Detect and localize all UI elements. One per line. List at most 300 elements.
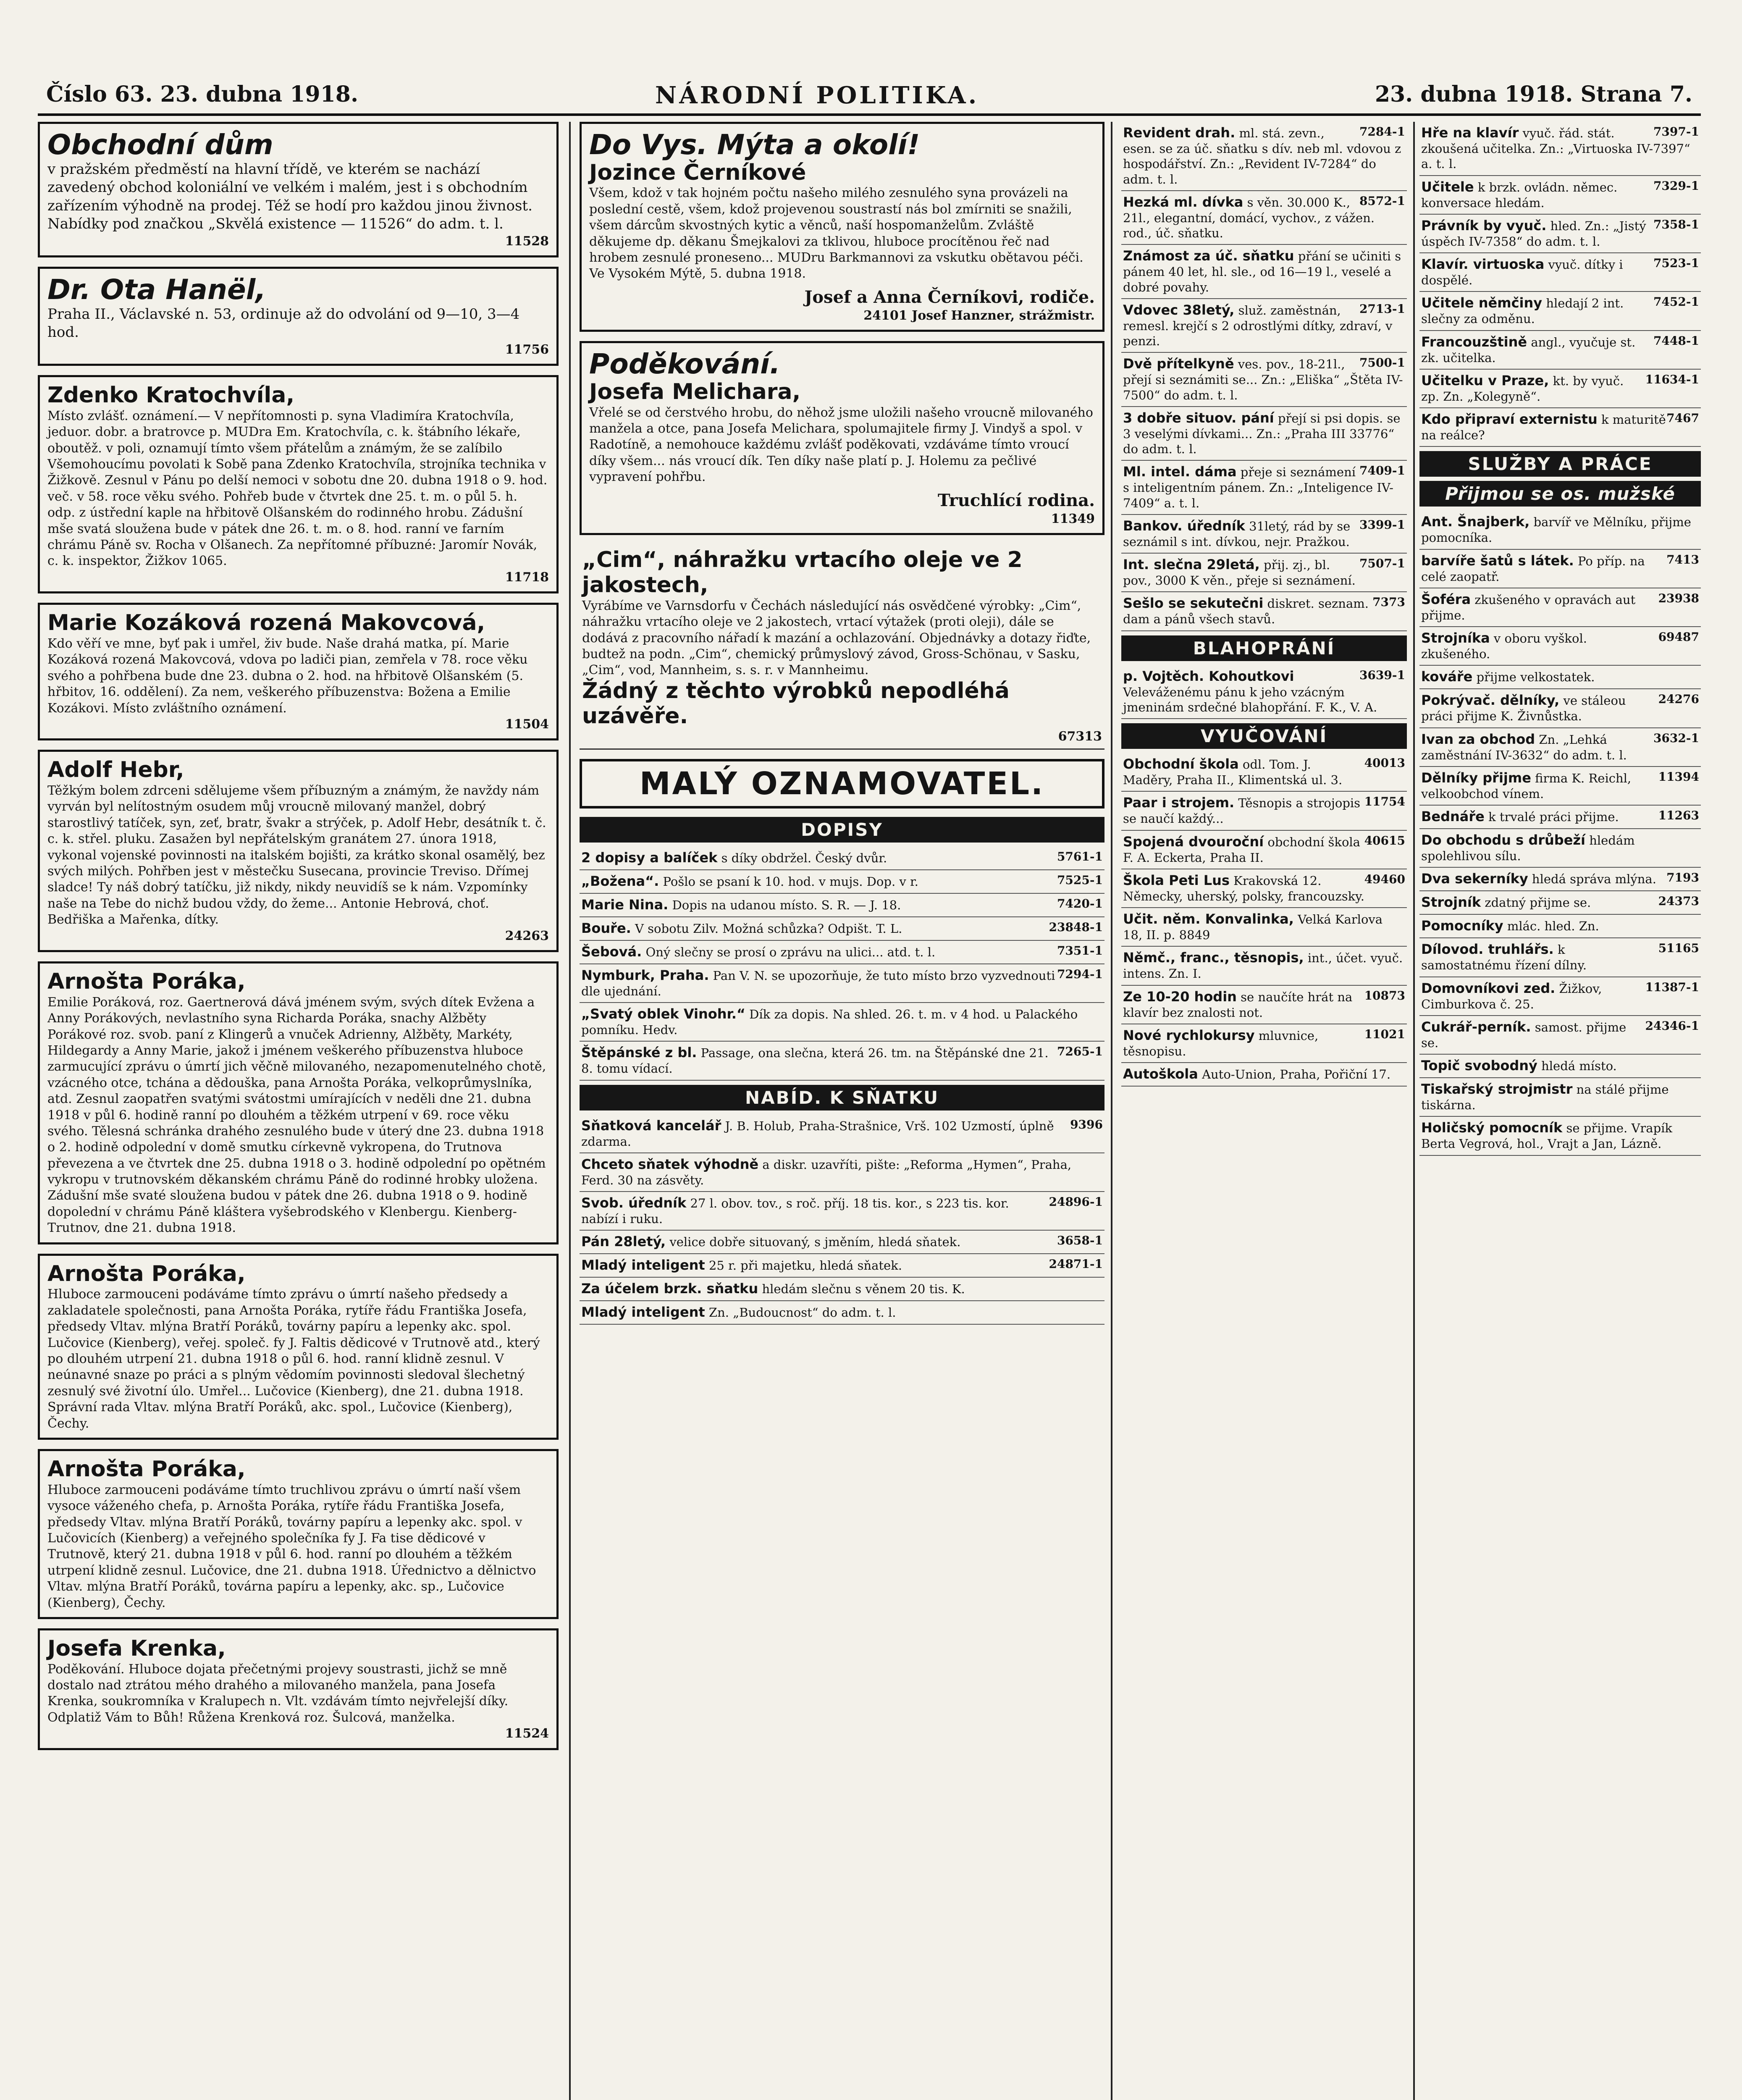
classified-ad [1419, 806, 1701, 829]
date-page: 23. dubna 1918. Strana 7. [1375, 81, 1692, 107]
classified-heading: Obchodní škola [1123, 756, 1239, 772]
ad-title: Josefa Krenka, [47, 1635, 226, 1661]
classified-text: služ. zaměstnán, remesl. krejčí s 2 odrostlými dítky, zdraví, v penzi. [1123, 303, 1393, 348]
classified-heading: Dvě přítelkyně [1123, 356, 1234, 372]
classified-heading: Pán 28letý, [581, 1234, 666, 1250]
classified-ad [580, 1254, 1104, 1278]
classified-ad [580, 1301, 1104, 1325]
classified-ad [1121, 665, 1407, 719]
classified-ad [580, 1231, 1104, 1254]
ad-title: Zdenko Kratochvíla, [47, 383, 295, 408]
classified-number: 3658-1 [1057, 1234, 1103, 1248]
classified-text: zdatný přijme se. [1485, 895, 1591, 910]
classified-heading: Pokrývač. dělníky, [1421, 692, 1560, 709]
classified-heading: Domovníkovi zed. [1421, 980, 1556, 996]
classified-ad [1419, 666, 1701, 689]
classified-number: 69487 [1658, 630, 1699, 644]
classified-heading: Bouře. [581, 920, 631, 936]
classified-number: 7265-1 [1057, 1045, 1103, 1059]
classified-heading: Strojník [1421, 894, 1481, 911]
classified-text: Žižkov, Cimburkova č. 25. [1421, 981, 1602, 1011]
classified-number: 24871-1 [1049, 1257, 1103, 1271]
classified-ad [1121, 908, 1407, 947]
classified-ad [1121, 1024, 1407, 1063]
classified-ad [1419, 868, 1701, 891]
classified-ad [580, 1115, 1104, 1153]
ad-body: Vyrábíme ve Varnsdorfu v Čechách následující nás osvědčené výrobky: „Cim“, náhražku vrtacího oleje ve 2 jakostech, vrtací výtažek (proti oleji), dále se dodává z pracovního nářadí k mazání a ochlazování. Objednávky a dotazy řiďte, budtež na podn. „Cim“, chemický průmyslový závod, Gross-Schönau, v Sasku, „Cim“, vod, Mannheim, s. s. r. v Mannheimu. [582, 598, 1091, 678]
classified-text: Passage, ona slečna, která 26. tm. na Štěpánské dne 21. 8. tomu vídací. [581, 1046, 1049, 1076]
classified-ad [1121, 1063, 1407, 1087]
classified-text: diskret. seznam. dam a pánů všech stavů. [1123, 596, 1369, 627]
classified-heading: Za účelem brzk. sňatku [581, 1281, 758, 1297]
classified-text: hledá místo. [1541, 1059, 1617, 1073]
ad-title: Adolf Hebr, [47, 757, 184, 783]
classified-heading: Mladý inteligent [581, 1257, 705, 1273]
classified-number: 7413 [1666, 552, 1699, 567]
classified-text: přejí si psi dopis. se 3 veselými dívkami... Zn.: „Praha III 33776“ do adm. t. l. [1123, 411, 1401, 456]
classified-number: 11394 [1658, 769, 1699, 784]
classified-number: 24373 [1658, 894, 1699, 908]
classified-number: 11021 [1364, 1027, 1405, 1041]
column-rule [1111, 122, 1112, 2100]
classified-text: Veleváženému pánu k jeho vzácným jmeninám srdečné blahopřání. F. K., V. A. [1123, 685, 1377, 714]
ad-body: Těžkým bolem zdrceni sdělujeme všem příbuzným a známým, že navždy nám vyrván byl nelítostným osudem můj vroucně milovaný manžel, dobrý starostlivý tatíček, syn, zeť, bratr, švakr a strýček, p. Adolf Hebr, desátník t. č. c. k. střel. pluku. Zasažen byl nepřátelským granátem 27. února 1918, vykonal vojenské povinnosti na italském bojišti, za krátko skonal osamělý, bez svých milých. Pohřben jest v městečku Susecana, provincie Treviso. Dřímej sladce! Ty náš dobrý tatíčku, již nikdy, nikdy neuvidíš se k nám. Vzpomínky naše na Tebe do nichž budou vždy, do žeme... Antonie Hebrová, choť. Bedřiška a Mařenka, dítky. [47, 783, 546, 927]
ad-title: Arnošta Poráka, [47, 969, 246, 994]
ad-title: Do Vys. Mýta a okolí! [589, 129, 920, 161]
newspaper-page [38, 76, 1701, 2100]
classified-heading: barvíře šatů s látek. [1421, 552, 1574, 569]
classified-heading: Sešlo se sekutečni [1123, 595, 1264, 612]
classified-ad [1121, 191, 1407, 245]
classified-number: 11634-1 [1645, 372, 1699, 386]
classified-text: hledají 2 int. slečny za odměnu. [1421, 296, 1624, 326]
classified-ad [1419, 550, 1701, 588]
classified-text: k brzk. ovládn. němec. konversace hledám. [1421, 180, 1618, 210]
classified-ad [1121, 299, 1407, 353]
classified-ad [1419, 627, 1701, 666]
classified-heading: 2 dopisy a balíček [581, 849, 718, 866]
classified-text: ve stáleou práci přijme K. Živnůstka. [1421, 693, 1626, 724]
classified-text: zkušeného v opravách aut přijme. [1421, 592, 1636, 622]
classified-heading: Šoféra [1421, 591, 1471, 607]
classified-text: hledám spolehlivou sílu. [1421, 833, 1635, 863]
ad-signature: Josef a Anna Černíkovi, rodiče. [804, 287, 1095, 307]
classified-heading: Autoškola [1123, 1066, 1198, 1082]
ad-title: „Cim“, náhražku vrtacího oleje ve 2 jakostech, [582, 547, 1023, 598]
category-sluzby: SLUŽBY A PRÁCE [1419, 451, 1701, 477]
classified-text: velice dobře situovaný, s jměním, hledá sňatek. [669, 1235, 961, 1250]
classified-text: se přijme. Vrapík Berta Vegrová, hol., Vrajt a Jan, Lázně. [1421, 1121, 1672, 1151]
obituary-kozakova [38, 603, 559, 740]
classified-ad [1121, 831, 1407, 869]
classified-ad [580, 894, 1104, 917]
classified-number: 7409-1 [1359, 464, 1405, 478]
classified-text: barvíř ve Mělníku, přijme pomocníka. [1421, 515, 1691, 545]
classified-text: Oný slečny se prosí o zprávu na ulici... atd. t. l. [645, 945, 936, 959]
classified-number: 7351-1 [1057, 943, 1103, 958]
classified-number: 7294-1 [1057, 967, 1103, 981]
classified-heading: Klavír. virtuoska [1421, 256, 1545, 272]
classified-text: mlác. hled. Zn. [1507, 919, 1599, 934]
ad-signature: Truchlící rodina. [937, 490, 1095, 510]
ad-body: Vřelé se od čerstvého hrobu, do něhož jsme uložili našeho vroucně milovaného manžela a otce, pana Josefa Melichara, spolumajitele firmy J. Vindyš a spol. v Radotíně, a nemohouce každému zvlášť poděkovati, vzdáváme tímto vroucí díky všem... nás vroucí dík. Ten díky naše platí p. J. Holemu za pečlivé vypravení pohřbu. [589, 405, 1093, 485]
classified-ad [1121, 986, 1407, 1024]
classified-number: 5761-1 [1057, 849, 1103, 864]
classified-text: Po příp. na celé zaopatř. [1421, 554, 1645, 584]
classified-ad [1419, 1016, 1701, 1055]
classified-number: 7467 [1666, 411, 1699, 425]
classified-heading: Učitele němčiny [1421, 295, 1543, 311]
masthead: NÁRODNÍ POLITIKA. [655, 81, 979, 109]
classified-ad [1121, 592, 1407, 631]
ad-subtitle: Žádný z těchto výrobků nepodléhá uzávěře. [582, 678, 1010, 729]
classified-heading: Ant. Šnajberk, [1421, 514, 1530, 530]
classified-number: 7373 [1372, 595, 1405, 609]
ad-body: Praha II., Václavské n. 53, ordinuje až do odvolání od 9—10, 3—4 hod. [47, 305, 520, 341]
classified-text: int., účet. vyuč. intens. Zn. I. [1123, 951, 1403, 981]
classified-number: 7448-1 [1653, 333, 1699, 348]
obituary-porak-family [38, 961, 559, 1244]
classified-ad [580, 1003, 1104, 1042]
classified-heading: Šebová. [581, 943, 642, 960]
ad-body: Všem, kdož v tak hojném počtu našeho milého zesnulého syna provázeli na poslední cestě, všem, kdož projevenou soustrastí nás bol zmírniti se snažili, všem dárcům skvostných kytic a věnců, naší hospomanželům. Zvláště děkujeme dp. děkanu Šmejkalovi za tklivou, hluboce procítěnou řeč nad hrobem zesnulé proneseno... MUDru Barkmannovi za vskutku obětavou péči. Ve Vysokém Mýtě, 5. dubna 1918. [589, 186, 1084, 281]
classified-ad [580, 964, 1104, 1003]
ad-title: Poděkování. [589, 348, 780, 381]
ad-code: 11528 [505, 234, 549, 249]
classified-text: obchodní škola F. A. Eckerta, Praha II. [1123, 835, 1360, 865]
classified-ad [1121, 461, 1407, 515]
classified-list-snatek [580, 1115, 1104, 1325]
classified-ad [1419, 1078, 1701, 1117]
classified-number: 10873 [1364, 988, 1405, 1003]
classified-number: 11387-1 [1645, 980, 1699, 994]
classified-heading: Francouzštině [1421, 333, 1527, 350]
classified-heading: Dílovod. truhlářs. [1421, 941, 1554, 958]
classified-text: přij. zj., bl. pov., 3000 K věn., přeje si seznámení. [1123, 558, 1356, 588]
classified-text: 31letý, rád by se seznámil s int. dívkou, nejr. Pražkou. [1123, 519, 1351, 549]
classified-heading: Tiskařský strojmistr [1421, 1081, 1573, 1097]
classified-heading: „Božena“. [581, 873, 659, 889]
classified-ad [1121, 353, 1407, 407]
classified-heading: Škola Peti Lus [1123, 872, 1230, 888]
classified-ad [580, 1042, 1104, 1080]
classified-number: 7397-1 [1653, 125, 1699, 139]
classified-heading: „Svatý oblek Vinohr.“ [581, 1006, 745, 1022]
category-snatek: NABÍD. K SŇATKU [580, 1085, 1104, 1110]
classified-heading: Revident drah. [1123, 125, 1236, 141]
category-dopisy: DOPISY [580, 817, 1104, 843]
classified-heading: Hře na klavír [1421, 125, 1519, 141]
thanks-melichar [580, 341, 1104, 535]
classified-heading: Marie Nina. [581, 896, 669, 913]
classified-number: 7420-1 [1057, 896, 1103, 911]
classified-ad [1419, 331, 1701, 370]
column-2 [580, 122, 1104, 2100]
classified-text: 27 l. obov. tov., s roč. příj. 18 tis. kor., s 223 tis. kor. nabízí i ruku. [581, 1196, 1009, 1226]
classified-text: angl., vyučuje st. zk. učitelka. [1421, 335, 1636, 365]
ad-code: 11756 [505, 342, 549, 357]
classified-heading: Štěpánské z bl. [581, 1045, 697, 1061]
classified-heading: Sňatková kancelář [581, 1117, 721, 1134]
classified-list-vyucovani [1121, 753, 1407, 1087]
classified-number: 7500-1 [1359, 356, 1405, 370]
maly-oznamovatel-banner: MALÝ OZNAMOVATEL. [580, 759, 1104, 808]
classified-number: 7507-1 [1359, 556, 1405, 570]
ad-title: Arnošta Poráka, [47, 1261, 246, 1286]
classified-ad [1419, 891, 1701, 915]
classified-ad [580, 1192, 1104, 1231]
ad-code: 24263 [505, 928, 549, 943]
classified-heading: Vdovec 38letý, [1123, 302, 1235, 318]
classified-ad [1121, 947, 1407, 985]
classified-heading: Svob. úředník [581, 1195, 687, 1211]
classified-text: Zn. „Budoucnost“ do adm. t. l. [708, 1305, 896, 1320]
classified-text: s věn. 30.000 K., 21l., elegantní, domácí, vychov., z vážen. rod., úč. sňatku. [1123, 195, 1375, 240]
classified-heading: Nymburk, Praha. [581, 967, 709, 983]
classified-ad [1419, 829, 1701, 868]
classified-number: 11263 [1658, 808, 1699, 822]
classified-ad [1419, 370, 1701, 408]
classified-text: na stálé přijme tiskárna. [1421, 1082, 1669, 1112]
classified-heading: Nové rychlokursy [1123, 1027, 1255, 1043]
classified-text: J. B. Holub, Praha-Strašnice, Vrš. 102 Uzmostí, úplně zdarma. [581, 1118, 1054, 1149]
classified-number: 2713-1 [1359, 302, 1405, 316]
classified-heading: Spojená dvouroční [1123, 833, 1264, 850]
classified-heading: 3 dobře situov. pání [1123, 410, 1274, 426]
classified-ad [1419, 915, 1701, 938]
ad-body: Poděkování. Hluboce dojata přečetnými projevy soustrasti, jichž se mně dostalo nad ztrátou mého drahého a milovaného manžela, pana Josefa Krenka, soukromníka v Kralupech n. Vlt. vzdávám tímto nejvřelejší díky. Odplatiž Vám to Bůh! Růžena Krenková roz. Šulcová, manželka. [47, 1662, 509, 1725]
classified-ad [1419, 938, 1701, 977]
classified-number: 7452-1 [1653, 295, 1699, 309]
classified-ad [1419, 767, 1701, 806]
ad-subtitle: Jozince Černíkové [589, 160, 806, 185]
classified-text: Těsnopis a strojopis se naučí každý... [1123, 796, 1361, 826]
classified-ad [1419, 588, 1701, 627]
classified-ad [580, 1153, 1104, 1192]
classified-ad [580, 917, 1104, 941]
ad-code: 11349 [1051, 511, 1095, 526]
classified-list-vyuka [1419, 122, 1701, 447]
classified-ad [580, 847, 1104, 870]
classified-heading: Bankov. úředník [1123, 517, 1245, 534]
classified-ad [1121, 515, 1407, 554]
classified-heading: kováře [1421, 669, 1473, 685]
classified-text: Zn. „Lehká zaměstnání IV-3632“ do adm. t. l. [1421, 732, 1627, 762]
classified-number: 40615 [1364, 833, 1405, 848]
classified-heading: Ze 10-20 hodin [1123, 988, 1237, 1005]
ad-body: Emilie Poráková, roz. Gaertnerová dává jménem svým, svých dítek Evžena a Anny Porákových, nevlastního syna Richarda Poráka, snachy Alžběty Porákové roz. svob. paní z Klingerů a vnuček Adrienny, Alžběty, Markéty, Hildegardy a Anny Marie, jakož i jménem veškerého příbuzenstva hluboce zarmucující zprávu o úmrtí jich věčně milovaného, nezapomenutelného chotě, vzácného otce, tchána a dědouška, pana Arnošta Poráka, velkoprůmyslníka, atd. Zesnul zaopatřen svatými svátostmi umírajících v neděli dne 21. dubna 1918 v půl 6. hodině ranní po dlouhém a těžkém utrpení v 69. roce věku svého. Tělesná schránka drahého zesnulého bude v úterý dne 23. dubna 1918 o 2. hodině odpolední v domě smutku církevně vykropena, do Trutnova převezena a ve čtvrtek dne 25. dubna 1918 o 3. hodině odpolední po opětném vykropu v trutnovském děkanském chrámu Páně do rodinné hrobky uložena. Zádušní mše svaté sloužena budou v pátek dne 26. dubna 1918 o 9. hodině dopolední v chrámu Páně kláštera vyšebrodského v Klenbergu. Kienberg-Trutnov, dne 21. dubna 1918. [47, 995, 546, 1236]
classified-text: Pan V. N. se upozorňuje, že tuto místo brzo vyzvednouti dle ujednání. [581, 968, 1055, 998]
obituary-porak-staff [38, 1449, 559, 1619]
classified-heading: Pomocníky [1421, 918, 1503, 934]
classified-text: Auto-Union, Praha, Pořiční 17. [1202, 1067, 1391, 1082]
classified-text: k samostatnému řízení dílny. [1421, 942, 1587, 973]
classified-text: přijme velkostatek. [1476, 670, 1595, 685]
classified-ad [1419, 1055, 1701, 1078]
classified-number: 24346-1 [1645, 1018, 1699, 1033]
ad-body: Kdo věří ve mne, byť pak i umřel, živ bude. Naše drahá matka, pí. Marie Kozáková rozená Makovcová, vdova po ladiči pian, zemřela v 78. roce věku svého a pohřbena bude dne 23. dubna o 2. hod. na hřbitově Olšanském (5. hřbitov, 16. oddělení). Za nem, veškerého příbuzenstva: Božena a Emilie Kozákovi. Místo zvláštního oznámení. [47, 636, 528, 716]
classified-heading: Int. slečna 29letá, [1123, 556, 1260, 572]
classified-heading: Právník by vyuč. [1421, 217, 1547, 234]
classified-text: V sobotu Zilv. Možná schůzka? Odpišt. T. L. [635, 921, 902, 936]
classified-heading: Holičský pomocník [1421, 1120, 1563, 1136]
classified-ad [1419, 408, 1701, 447]
classified-ad [1121, 245, 1407, 299]
ad-body: Hluboce zarmouceni podáváme tímto truchlivou zprávu o úmrtí naší všem vysoce váženého chefa, p. Arnošta Poráka, rytíře řádu Františka Josefa, předsedy Vltav. mlýna Bratří Poráků, továrny papíru a lepenky akc. spol. v Lučovicích (Kienberg) a veřejného společníka fy J. Fa tise dědicové v Trutnově, který 21. dubna 1918 v půl 6. hod. ranní po dlouhém a těžkém utrpení klidně zesnul. Lučovice, dne 21. dubna 1918. Úřednictvo a dělnictvo Vltav. mlýna Bratří Poráků, továrna papíru a lepenky, akc. sp., Lučovice (Kienberg), Čechy. [47, 1482, 536, 1610]
classified-ad [1419, 176, 1701, 215]
category-vyucovani: VYUČOVÁNÍ [1121, 723, 1407, 749]
obituary-hebr [38, 750, 559, 952]
classified-heading: Mladý inteligent [581, 1304, 705, 1320]
classified-text: Krakovská 12. Německy, uherský, polsky, francouzsky. [1123, 873, 1364, 903]
classified-ad [580, 870, 1104, 894]
column-rule [569, 122, 571, 2100]
classified-text: Pošlo se psaní k 10. hod. v mujs. Dop. v r. [663, 874, 918, 889]
classified-ad [580, 941, 1104, 964]
classified-number: 8572-1 [1359, 194, 1405, 208]
obituary-porak-board [38, 1254, 559, 1440]
advert-cim [580, 544, 1104, 750]
classified-text: odl. Tom. J. Maděry, Praha II., Klimentská ul. 3. [1123, 757, 1343, 787]
classified-number: 3399-1 [1359, 517, 1405, 532]
classified-heading: Němč., franc., těsnopis, [1123, 950, 1304, 966]
advert-obchodni-dum [38, 122, 559, 257]
ad-title: Obchodní dům [47, 129, 273, 161]
column-3 [1121, 122, 1407, 2100]
classified-heading: Učit. něm. Konvalinka, [1123, 911, 1294, 927]
classified-text: firma K. Reichl, velkoobchod vínem. [1421, 771, 1632, 801]
thanks-cernik [580, 122, 1104, 332]
classified-list-dopisy [580, 847, 1104, 1081]
classified-ad [1419, 689, 1701, 728]
classified-ad [1419, 977, 1701, 1016]
classified-text: mluvnice, těsnopisu. [1123, 1028, 1319, 1058]
classified-list-blahoprani [1121, 665, 1407, 719]
thanks-krenka [38, 1628, 559, 1750]
classified-ad [580, 1278, 1104, 1301]
classified-text: s díky obdržel. Český dvůr. [721, 850, 887, 865]
classified-heading: Kdo připraví externistu [1421, 411, 1598, 427]
classified-heading: Známost za úč. sňatku [1123, 248, 1294, 264]
classified-number: 23938 [1658, 591, 1699, 605]
classified-heading: Bednáře [1421, 808, 1485, 824]
classified-text: k maturitě na reálce? [1421, 412, 1666, 442]
category-prijmou-muzske: Přijmou se os. mužské [1419, 481, 1701, 507]
classified-list-prace [1419, 511, 1701, 1155]
classified-text: hledá správa mlýna. [1532, 872, 1656, 887]
classified-number: 49460 [1364, 872, 1405, 886]
classified-number: 24896-1 [1049, 1195, 1103, 1209]
column-4 [1419, 122, 1701, 2100]
ad-title: Dr. Ota Hanël, [47, 273, 266, 306]
advert-hanel [38, 267, 559, 366]
column-rule [1413, 122, 1415, 2100]
classified-heading: Topič svobodný [1421, 1058, 1537, 1074]
classified-text: Dopis na udanou místo. S. R. — J. 18. [672, 898, 901, 912]
classified-text: hledám slečnu s věnem 20 tis. K. [762, 1282, 965, 1297]
classified-text: Dík za dopis. Na shled. 26. t. m. v 4 hod. u Palackého pomníku. Hedv. [581, 1007, 1078, 1037]
classified-text: 25 r. při majetku, hledá sňatek. [708, 1258, 902, 1273]
classified-ad [1419, 253, 1701, 292]
ad-code: 67313 [1058, 729, 1102, 744]
classified-ad [1121, 753, 1407, 792]
classified-number: 7193 [1666, 871, 1699, 885]
classified-text: přeje si seznámení s inteligentním pánem. Zn.: „Inteligence IV-7409“ a. t. l. [1123, 465, 1393, 510]
classified-text: přání se učiniti s pánem 40 let, hl. sle., od 16—19 l., veselé a dobré povahy. [1123, 249, 1401, 294]
classified-text: hled. Zn.: „Jistý úspěch IV-7358“ do adm. t. l. [1421, 218, 1646, 249]
classified-text: se naučíte hrát na klavír bez znalosti not. [1123, 990, 1353, 1020]
classified-number: 51165 [1658, 941, 1699, 956]
page-header [38, 76, 1701, 116]
classified-heading: Hezká ml. dívka [1123, 194, 1244, 210]
classified-text: ves. pov., 18-21l., přejí si seznámiti se... Zn.: „Eliška“ „Štěta IV-7500“ do adm. t. l. [1123, 357, 1403, 402]
classified-number: 11754 [1364, 795, 1405, 809]
ad-code: 11718 [505, 570, 549, 585]
ad-title: Marie Kozáková rozená Makovcová, [47, 610, 485, 636]
ad-body: v pražském předměstí na hlavní třídě, ve kterém se nachází zavedený obchod koloniální ve velkém i malém, jest i s obchodním zařízením výhodně na prodej. Též se hodí pro každou jinou živnost. Nabídky pod značkou „Skvělá existence — 11526“ do adm. t. l. [47, 160, 533, 233]
classified-text: Velká Karlova 18, II. p. 8849 [1123, 912, 1383, 942]
classified-ad [1121, 792, 1407, 830]
ad-subtitle: Josefa Melichara, [589, 379, 801, 404]
classified-text: a diskr. uzavříti, pište: „Reforma „Hymen“, Praha, Ferd. 30 na zásvěty. [581, 1157, 1072, 1187]
classified-heading: Do obchodu s drůbeží [1421, 832, 1585, 848]
classified-heading: Dva sekerníky [1421, 871, 1528, 887]
classified-ad [1121, 122, 1407, 191]
classified-text: vyuč. dítky i dospělé. [1421, 257, 1623, 287]
ad-body: Hluboce zarmouceni podáváme tímto zprávu o úmrtí našeho předsedy a zakladatele společnosti, pana Arnošta Poráka, rytíře řádu Františka Josefa, předsedy Vltav. mlýna Bratří Poráků, továrny papíru a lepenky akc. spol. Lučovice (Kienberg), veřej. společ. fy J. Faltis dědicové v Trutnově atd., který po dlouhém utrpení 21. dubna 1918 o půl 6. hod. ranní klidně zesnul. V neúnavné snaze po práci a s plným vědomím povinnosti sledoval šlechetný zesnulý své životní úlo. Umřel... Lučovice (Kienberg), dne 21. dubna 1918. Správní rada Vltav. mlýna Bratří Poráků, akc. spol., Lučovice (Kienberg), Čechy. [47, 1287, 540, 1431]
classified-number: 23848-1 [1049, 920, 1103, 934]
classified-number: 40013 [1364, 756, 1405, 770]
classified-heading: Strojníka [1421, 630, 1490, 646]
classified-list-seznameni [1121, 122, 1407, 631]
classified-heading: p. Vojtěch. Kohoutkovi [1123, 668, 1294, 684]
ad-code: 11504 [505, 717, 549, 732]
classified-ad [1121, 869, 1407, 908]
classified-number: 3639-1 [1359, 668, 1405, 682]
classified-ad [1419, 511, 1701, 549]
classified-ad [1419, 1117, 1701, 1155]
classified-text: k trvalé práci přijme. [1488, 810, 1619, 824]
classified-heading: Učitele [1421, 178, 1474, 195]
column-1 [38, 122, 559, 2100]
classified-number: 7284-1 [1359, 125, 1405, 139]
classified-number: 7329-1 [1653, 178, 1699, 193]
ad-code: 11524 [505, 1726, 549, 1741]
obituary-kratochvila [38, 375, 559, 593]
classified-heading: Chceto sňatek výhodně [581, 1156, 759, 1172]
classified-heading: Učitelku v Praze, [1421, 372, 1549, 388]
classified-text: v oboru vyškol. zkušeného. [1421, 631, 1587, 661]
classified-heading: Ml. intel. dáma [1123, 464, 1237, 480]
classified-number: 7358-1 [1653, 217, 1699, 231]
classified-ad [1419, 292, 1701, 331]
classified-ad [1121, 554, 1407, 592]
classified-ad [1419, 122, 1701, 176]
classified-number: 24276 [1658, 692, 1699, 706]
issue-number: Číslo 63. 23. dubna 1918. [46, 81, 359, 107]
ad-title: Arnošta Poráka, [47, 1456, 246, 1482]
ad-body: Místo zvlášť. oznámení.— V nepřítomnosti p. syna Vladimíra Kratochvíla, jeduor. dobr. a bratrovce p. MUDra Em. Kratochvíla, c. k. štábního lékaře, oboutěž. v poli, oznamují tímto všem přátelům a známým, že se zalíbilo Všemohoucímu povolati k Sobě pana Zdenko Kratochvíla, strojníka technika v Žižkově. Zesnul v Pánu po delší nemoci v sobotu dne 20. dubna 1918 o 9. hod. več. v 58. roce věku svého. Pohřeb bude v čtvrtek dne 25. t. m. o půl 5. h. odp. z ústřední kaple na hřbitově Olšanském do rodinného hrobu. Zádušní mše svatá sloužena bude v pátek dne 26. t. m. o 8. hod. ranní ve farním chrámu Páně sv. Rocha v Olšanech. Za nepřítomné příbuzné: Jaromír Novák, c. k. inspektor, Žižkov 1065. [47, 408, 548, 569]
classified-text: kt. by vyuč. zp. Zn. „Kolegyně“. [1421, 373, 1624, 404]
classified-heading: Dělníky přijme [1421, 769, 1531, 786]
classified-heading: Ivan za obchod [1421, 731, 1535, 747]
ad-code: 24101 Josef Hanzner, strážmistr. [863, 308, 1095, 323]
classified-heading: Paar i strojem. [1123, 795, 1235, 811]
classified-heading: Cukrář-perník. [1421, 1018, 1531, 1035]
classified-number: 9396 [1070, 1117, 1103, 1131]
classified-number: 3632-1 [1653, 731, 1699, 745]
classified-text: vyuč. řád. stát. zkoušená učitelka. Zn.: „Virtuoska IV-7397“ a. t. l. [1421, 126, 1690, 171]
